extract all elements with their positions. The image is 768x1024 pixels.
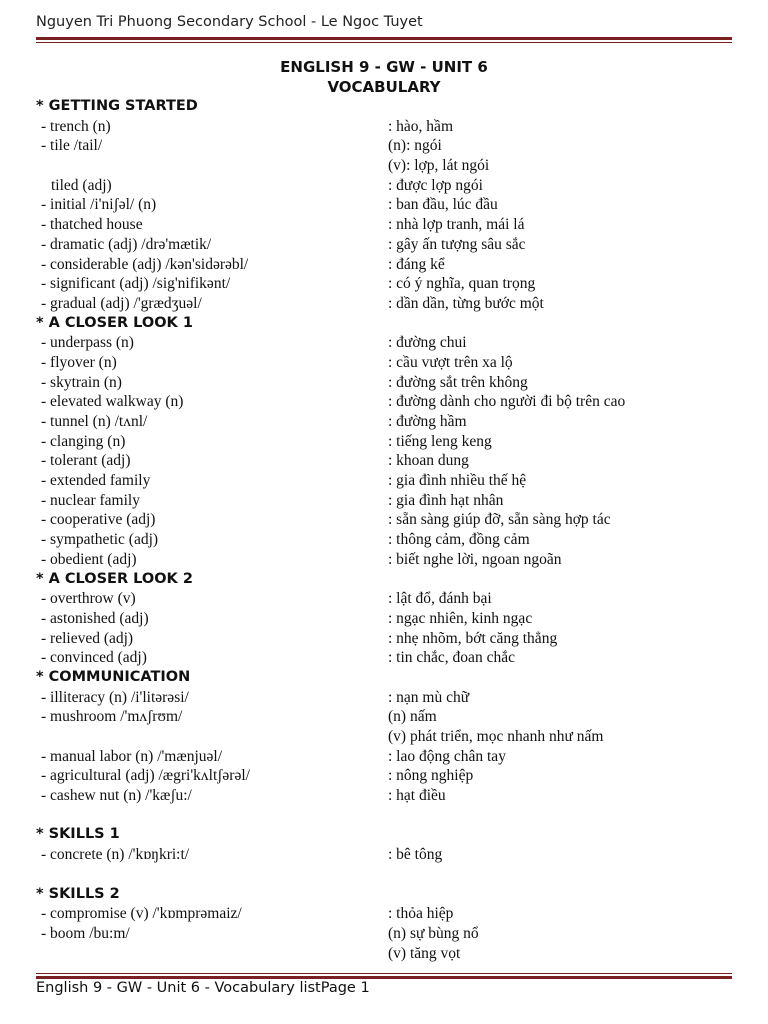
vocab-meaning: : dần dần, từng bước một — [388, 294, 544, 312]
vocab-meaning: : đường dành cho người đi bộ trên cao — [388, 393, 626, 411]
vocab-meaning: : nhà lợp tranh, mái lá — [388, 216, 525, 234]
vocab-term: - compromise (v) /'kɒmprəmaiz/ — [41, 905, 242, 923]
vocab-term: - tile /tail/ — [41, 137, 103, 155]
vocab-row — [36, 944, 736, 964]
vocab-row — [36, 924, 736, 944]
vocab-row — [36, 156, 736, 176]
vocab-meaning: : đường sắt trên không — [388, 373, 528, 391]
vocab-term: - thatched house — [41, 216, 143, 234]
header-rule-thin — [36, 42, 732, 43]
vocab-row — [36, 255, 736, 275]
vocab-meaning: (v) tăng vọt — [388, 944, 461, 962]
vocab-term: - sympathetic (adj) — [41, 531, 159, 549]
vocab-row — [36, 766, 736, 786]
vocab-term: - concrete (n) /'kɒŋkri:t/ — [41, 846, 190, 864]
vocab-meaning: : đáng kể — [388, 255, 445, 273]
vocab-meaning: : biết nghe lời, ngoan ngoãn — [388, 550, 562, 568]
vocab-term: - manual labor (n) /'mænjuəl/ — [41, 747, 222, 765]
vocab-term: - gradual (adj) /'grædʒuəl/ — [41, 294, 202, 312]
vocab-row — [36, 195, 736, 215]
vocab-meaning: : ngạc nhiên, kinh ngạc — [388, 609, 533, 627]
vocab-row — [36, 353, 736, 373]
vocab-meaning: : tin chắc, đoan chắc — [388, 649, 515, 667]
footer-rule-thin — [36, 973, 732, 974]
vocab-term: - illiteracy (n) /i'litərəsi/ — [41, 688, 189, 706]
vocab-meaning: (v): lợp, lát ngói — [388, 157, 490, 175]
vocab-row — [36, 471, 736, 491]
vocab-term: - cashew nut (n) /'kæʃu:/ — [41, 787, 192, 805]
section-title-communication: * COMMUNICATION — [36, 668, 191, 685]
vocab-row — [36, 904, 736, 924]
vocab-row — [36, 432, 736, 452]
vocab-meaning: : thỏa hiệp — [388, 905, 454, 923]
vocab-meaning: : thông cảm, đồng cảm — [388, 531, 530, 549]
page-footer: English 9 - GW - Unit 6 - Vocabulary listPage 1 — [36, 980, 370, 996]
vocab-row — [36, 530, 736, 550]
vocab-meaning: : đường hầm — [388, 413, 467, 430]
spacer — [36, 865, 736, 885]
vocab-term: - agricultural (adj) /ægri'kʌltʃərəl/ — [41, 767, 250, 785]
vocab-term: - cooperative (adj) — [41, 511, 156, 529]
vocab-meaning: : tiếng leng keng — [388, 432, 492, 450]
vocab-row — [36, 609, 736, 629]
vocab-meaning: (n) nấm — [388, 708, 437, 726]
section-title-closer-look-2: * A CLOSER LOOK 2 — [36, 570, 193, 587]
vocab-row — [36, 412, 736, 432]
vocab-meaning: : hào, hầm — [388, 117, 453, 135]
vocab-row — [36, 274, 736, 294]
vocab-meaning: : bê tông — [388, 846, 443, 864]
vocab-meaning: (v) phát triển, mọc nhanh như nấm — [388, 728, 604, 745]
vocab-meaning: : gia đình nhiều thế hệ — [388, 472, 527, 490]
vocab-row — [36, 294, 736, 314]
vocab-meaning: : ban đầu, lúc đầu — [388, 196, 498, 214]
vocab-row — [36, 648, 736, 668]
vocab-term: - relieved (adj) — [41, 629, 134, 647]
spacer — [36, 806, 736, 826]
vocab-term: - significant (adj) /sig'nifikənt/ — [41, 275, 231, 293]
vocab-term: - overthrow (v) — [41, 590, 136, 608]
vocab-row — [36, 845, 736, 865]
vocab-row — [36, 747, 736, 767]
vocab-meaning: : gây ấn tượng sâu sắc — [388, 235, 526, 253]
vocab-term: - nuclear family — [41, 491, 140, 509]
section-title-skills-2: * SKILLS 2 — [36, 885, 120, 902]
vocab-meaning: : có ý nghĩa, quan trọng — [388, 275, 536, 293]
vocab-row — [36, 176, 736, 196]
vocab-term: tiled (adj) — [51, 176, 112, 194]
vocab-row — [36, 589, 736, 609]
vocab-row — [36, 117, 736, 137]
vocab-term: - extended family — [41, 472, 151, 490]
vocab-meaning: : nhẹ nhõm, bớt căng thẳng — [388, 629, 558, 647]
vocab-term: - obedient (adj) — [41, 550, 137, 568]
vocab-row — [36, 707, 736, 727]
vocabulary-list — [36, 97, 736, 963]
vocab-meaning: : cầu vượt trên xa lộ — [388, 353, 513, 371]
vocab-meaning: : gia đình hạt nhân — [388, 491, 504, 509]
vocab-meaning: : lật đổ, đánh bại — [388, 590, 492, 608]
vocab-meaning: (n) sự bùng nổ — [388, 924, 479, 942]
vocab-term: - flyover (n) — [41, 353, 117, 371]
vocab-term: - mushroom /'mʌʃrʊm/ — [41, 708, 183, 726]
vocab-meaning: : nạn mù chữ — [388, 688, 470, 706]
section-title-closer-look-1: * A CLOSER LOOK 1 — [36, 314, 193, 331]
vocab-term: - considerable (adj) /kən'sidərəbl/ — [41, 255, 249, 273]
vocab-meaning: : được lợp ngói — [388, 176, 483, 194]
vocab-term: - tolerant (adj) — [41, 452, 131, 470]
vocab-term: - underpass (n) — [41, 334, 134, 352]
vocab-term: - convinced (adj) — [41, 649, 147, 667]
vocab-meaning: : sẵn sàng giúp đỡ, sẵn sàng hợp tác — [388, 511, 611, 529]
vocab-meaning: : hạt điều — [388, 787, 446, 805]
vocab-row — [36, 333, 736, 353]
vocab-meaning: : khoan dung — [388, 452, 469, 470]
document-subtitle: VOCABULARY — [327, 78, 441, 96]
vocab-row — [36, 629, 736, 649]
vocab-row — [36, 392, 736, 412]
section-title-skills-1: * SKILLS 1 — [36, 826, 120, 843]
vocab-row — [36, 491, 736, 511]
vocab-meaning: : nông nghiệp — [388, 767, 474, 785]
vocab-meaning: : đường chui — [388, 334, 467, 352]
vocab-term: - astonished (adj) — [41, 609, 149, 627]
vocab-term: - elevated walkway (n) — [41, 393, 184, 411]
page-header: Nguyen Tri Phuong Secondary School - Le Ngoc Tuyet — [36, 14, 423, 30]
vocab-row — [36, 136, 736, 156]
vocab-term: - trench (n) — [41, 117, 111, 135]
vocab-row — [36, 510, 736, 530]
footer-rule-thick — [36, 976, 732, 979]
vocab-meaning: : lao động chân tay — [388, 747, 506, 765]
vocab-row — [36, 373, 736, 393]
document-title: ENGLISH 9 - GW - UNIT 6 — [280, 58, 488, 76]
vocab-row — [36, 550, 736, 570]
section-title-getting-started: * GETTING STARTED — [36, 98, 198, 114]
vocab-term: - tunnel (n) /tʌnl/ — [41, 413, 148, 430]
vocab-meaning: (n): ngói — [388, 137, 442, 155]
vocab-row — [36, 786, 736, 806]
header-rule-thick — [36, 37, 732, 40]
vocab-row — [36, 235, 736, 255]
vocab-term: - clanging (n) — [41, 432, 126, 450]
vocab-term: - boom /bu:m/ — [41, 924, 130, 942]
vocab-row — [36, 451, 736, 471]
vocab-row — [36, 727, 736, 747]
vocab-term: - skytrain (n) — [41, 373, 122, 391]
vocab-term: - initial /i'niʃəl/ (n) — [41, 196, 157, 214]
vocab-term: - dramatic (adj) /drə'mætik/ — [41, 235, 212, 253]
vocab-row — [36, 215, 736, 235]
vocab-row — [36, 688, 736, 708]
